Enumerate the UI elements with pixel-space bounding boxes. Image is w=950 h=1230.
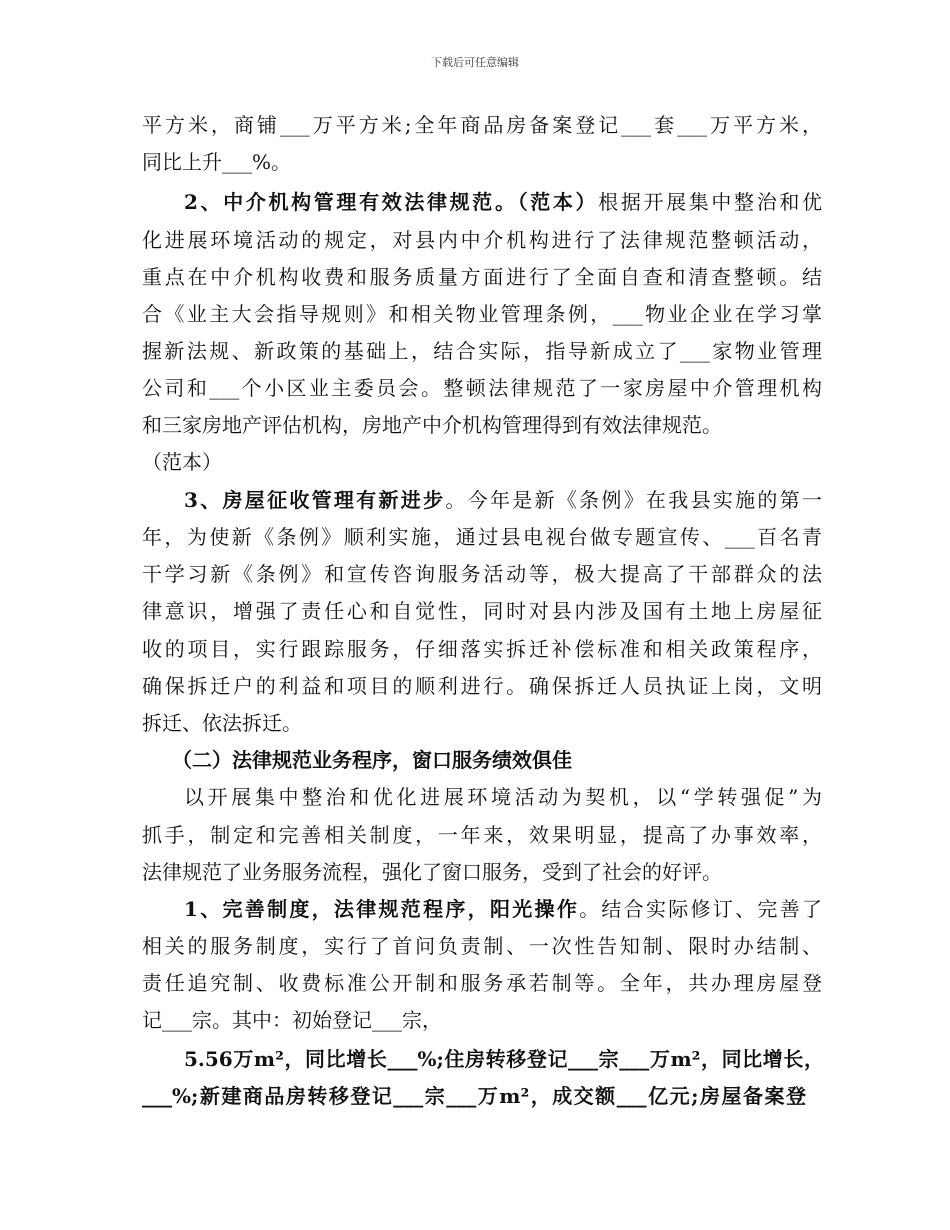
text-line: 抓手，制定和完善相关制度，一年来，效果明显，提高了办事效率， bbox=[142, 823, 822, 847]
bold-heading: 3、房屋征收管理有新进步 bbox=[184, 488, 446, 512]
text-line: 年，为使新《条例》顺利实施，通过县电视台做专题宣传、___百名青 bbox=[142, 525, 822, 549]
section-heading-line: 2、中介机构管理有效法律规范。（范本）根据开展集中整治和优 bbox=[184, 190, 822, 214]
text-line: 重点在中介机构收费和服务质量方面进行了全面自查和清查整顿。结 bbox=[142, 265, 822, 289]
text-line: 和三家房地产评估机构，房地产中介机构管理得到有效法律规范。 bbox=[142, 413, 722, 437]
text-line: 记___宗。其中：初始登记___宗， bbox=[142, 1008, 442, 1032]
section-heading-line: 1、完善制度，法律规范程序，阳光操作。结合实际修订、完善了 bbox=[184, 897, 822, 921]
text-line: 相关的服务制度，实行了首问负责制、一次性告知制、限时办结制、 bbox=[142, 934, 822, 958]
text-line: 平方米，商铺___万平方米;全年商品房备案登记___套___万平方米， bbox=[142, 113, 822, 137]
text-line: 公司和___个小区业主委员会。整顿法律规范了一家房屋中介管理机构 bbox=[142, 376, 822, 400]
text-line: 律意识，增强了责任心和自觉性，同时对县内涉及国有土地上房屋征 bbox=[142, 599, 822, 623]
text-line: 合《业主大会指导规则》和相关物业管理条例，___物业企业在学习掌 bbox=[142, 302, 822, 326]
subsection-heading: （二）法律规范业务程序，窗口服务绩效俱佳 bbox=[172, 748, 572, 772]
text-line: （范本） bbox=[142, 450, 222, 474]
text-line: 拆迁、依法拆迁。 bbox=[142, 711, 302, 735]
text-line: 握新法规、新政策的基础上，结合实际，指导新成立了___家物业管理 bbox=[142, 339, 822, 363]
text-line: 化进展环境活动的规定，对县内中介机构进行了法律规范整顿活动， bbox=[142, 228, 822, 252]
bold-text-line: ___%;新建商品房转移登记___宗___万m²，成交额___亿元;房屋备案登 bbox=[142, 1084, 806, 1108]
bold-heading: 2、中介机构管理有效法律规范。（范本） bbox=[184, 190, 599, 214]
page-header: 下载后可任意编辑 bbox=[431, 56, 519, 69]
text-line: 干学习新《条例》和宣传咨询服务活动等，极大提高了干部群众的法 bbox=[142, 562, 822, 586]
text-line: 法律规范了业务服务流程，强化了窗口服务，受到了社会的好评。 bbox=[142, 860, 722, 884]
text-line: 确保拆迁户的利益和项目的顺利进行。确保拆迁人员执证上岗，文明 bbox=[142, 674, 822, 698]
section-heading-line: 3、房屋征收管理有新进步。今年是新《条例》在我县实施的第一 bbox=[184, 488, 823, 512]
text-line: 以开展集中整治和优化进展环境活动为契机，以“学转强促”为 bbox=[184, 785, 822, 809]
text-line: 收的项目，实行跟踪服务，仔细落实拆迁补偿标准和相关政策程序， bbox=[142, 637, 822, 661]
bold-text-line: 5.56万m²，同比增长___%;住房转移登记___宗___万m²，同比增长， bbox=[184, 1047, 824, 1071]
text-line: 同比上升___%。 bbox=[142, 150, 292, 174]
text-line: 责任追究制、收费标准公开制和服务承若制等。全年，共办理房屋登 bbox=[142, 971, 822, 995]
bold-heading: 1、完善制度，法律规范程序，阳光操作 bbox=[184, 897, 580, 921]
